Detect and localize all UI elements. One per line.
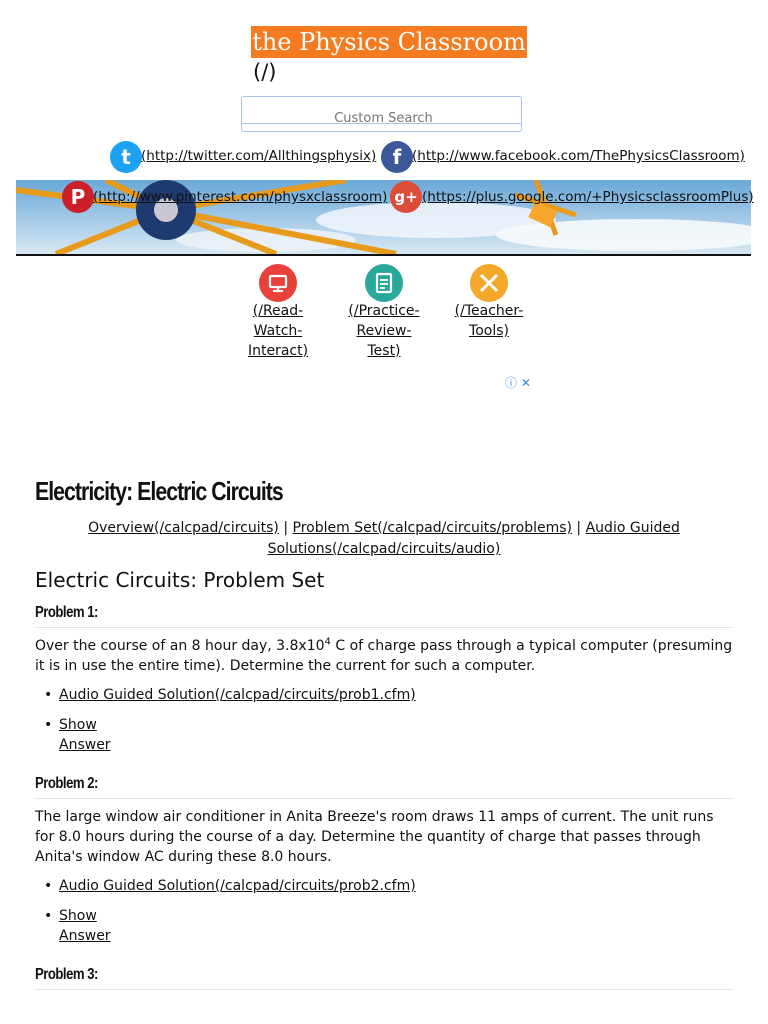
problem-2-heading: Problem 2: [35,775,98,792]
problem-1-heading: Problem 1: [35,604,98,621]
pencil-ruler-icon[interactable] [470,264,508,302]
divider [35,989,733,990]
site-logo[interactable]: the Physics Classroom [252,28,526,56]
section-title: Electric Circuits: Problem Set [35,568,325,592]
nav-practice-line2[interactable]: Review- [356,323,412,339]
list-item [44,685,416,705]
divider [35,627,733,628]
list-item [44,876,416,896]
subnav-overview[interactable]: Overview(/calcpad/circuits) [88,520,279,536]
problem-3-heading: Problem 3: [35,966,98,983]
page-title: Electricity: Electric Circuits [35,476,283,506]
problem-1-audio-link[interactable]: Audio Guided Solution(/calcpad/circuits/prob1.cfm) [59,687,416,703]
search-box[interactable] [241,96,522,132]
nav-teacher-line1[interactable]: (/Teacher- [454,303,524,319]
nav-read-line3[interactable]: Interact) [247,343,309,359]
subnav-separator: | [571,520,586,536]
search-underline [242,123,521,124]
nav-practice-line1[interactable]: (/Practice- [348,303,420,319]
subnav-problem-set[interactable]: Problem Set(/calcpad/circuits/problems) [292,520,572,536]
google-plus-icon[interactable]: g+ [390,181,422,213]
facebook-link[interactable]: (http://www.facebook.com/ThePhysicsClassroom) [412,148,745,164]
search-input[interactable] [242,97,525,136]
twitter-icon[interactable]: t [110,141,142,173]
pinterest-icon[interactable]: P [62,181,94,213]
nav-read-line1[interactable]: (/Read- [252,303,304,319]
google-plus-link[interactable]: (https://plus.google.com/+PhysicsclassroomPlus) [422,189,754,205]
list-item [44,906,111,946]
facebook-icon[interactable]: f [381,141,413,173]
twitter-link[interactable]: (http://twitter.com/Allthingsphysix) [141,148,377,164]
divider [35,798,733,799]
nav-teacher-line2[interactable]: Tools) [469,323,509,339]
nav-practice-line3[interactable]: Test) [367,343,401,359]
nav-practice-review-test[interactable] [339,301,429,361]
exponent: 4 [324,636,331,648]
problem-1-show-answer[interactable]: Show Answer [59,717,111,753]
problem-2-text: The large window air conditioner in Anita Breeze's room draws 11 amps of current. The unit runs for 8.0 hours during the course of a day. Determine the quantity of charge that passes through Anita's window AC during these 8.0 hours. [35,809,714,865]
problem-2-show-answer[interactable]: Show Answer [59,908,111,944]
problem-2-audio-link[interactable]: Audio Guided Solution(/calcpad/circuits/prob2.cfm) [59,878,416,894]
problem-1-text-a: Over the course of an 8 hour day, 3.8x10 [35,638,325,654]
nav-read-watch-interact[interactable] [238,301,318,361]
pinterest-link[interactable]: (http://www.pinterest.com/physxclassroom) [93,189,388,205]
logo-link[interactable]: (/) [253,60,277,84]
nav-read-line2[interactable]: Watch- [253,323,303,339]
problem-1-text [35,636,733,676]
nav-teacher-tools[interactable] [446,301,532,341]
subnav-audio[interactable]: Audio Guided Solutions(/calcpad/circuits/audio) [267,520,680,557]
monitor-icon[interactable] [259,264,297,302]
clipboard-icon[interactable] [365,264,403,302]
breadcrumb [35,518,733,560]
list-item [44,715,111,755]
subnav-separator: | [278,520,293,536]
ad-controls[interactable] [505,374,531,391]
problem-1-text-b: C of charge pass through a typical computer (presuming it is in use the entire time). Determine the current for such a computer. [35,638,733,674]
ad-info-icon[interactable]: ⓘ [505,376,518,390]
ad-close-icon[interactable]: ✕ [520,376,531,390]
